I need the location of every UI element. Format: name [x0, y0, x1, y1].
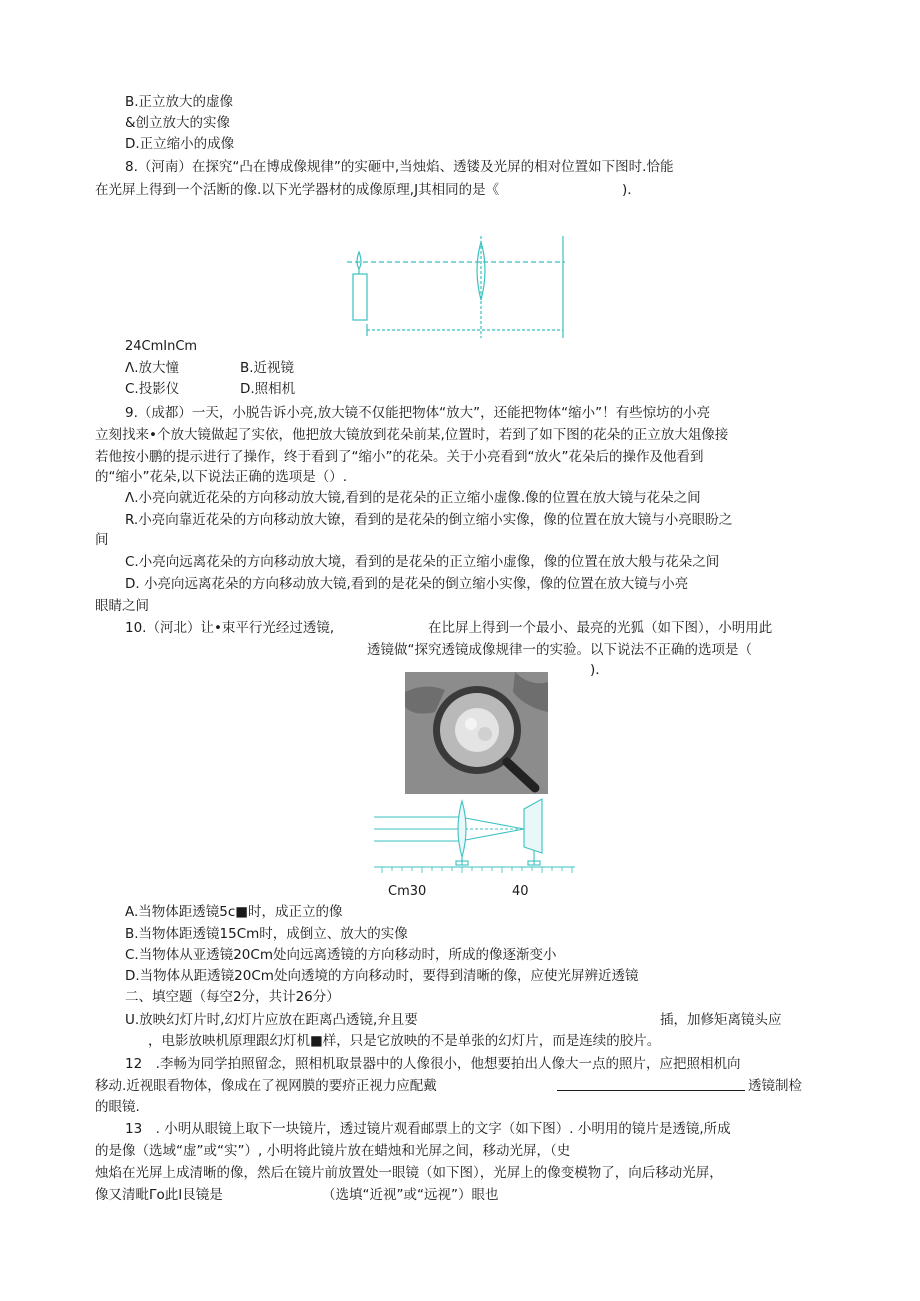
q13-stem-line1: 13 . 小明从眼镜上取下一块镜片，透过镜片观看邮票上的文字（如下图）. 小明用的镜片是透镜,所成	[125, 1121, 731, 1137]
q7-option-d: D.正立缩小的成像	[125, 136, 235, 152]
q9-option-b-line1: R.小亮向靠近花朵的方向移动放大镣，看到的是花朵的倒立缩小实像，像的位置在放大镜与小亮眼盼之	[125, 512, 733, 528]
q8-option-d: D.照相机	[240, 381, 296, 397]
q9-option-d-line1: D. 小亮向远离花朵的方向移动放大镜,看到的是花朵的倒立缩小实像，像的位置在放大镜与小亮	[125, 576, 689, 592]
q8-option-b: B.近视镜	[240, 360, 295, 376]
q10-option-d: D.当物体从距透镜20Cm处向透境的方向移动时，要得到清晰的像，应使光屏辨近透镜	[125, 968, 639, 984]
q12-stem-line1: 12 .李畅为同学拍照留念，照相机取景器中的人像很小，他想要拍出人像大一点的照片，应把照相机向	[125, 1056, 741, 1072]
q8-stem-line1: 8.（河南）在探究“凸在博成像规律”的实砸中,当烛焰、透镂及光屏的相对位置如下图时.恰能	[125, 159, 674, 175]
q10-option-b: B.当物体距透镜15Cm时，成倒立、放大的实像	[125, 926, 408, 942]
q10-stem-line1a: 10.（河北）让•束平行光经过透镜,	[125, 620, 335, 636]
q13-stem-line4b: （选填“近视”或“远视”）眼也	[322, 1187, 499, 1203]
q11-stem-line2: ，电影放映机原理跟幻灯机■样，只是它放映的不是单张的幻灯片，而是连续的胶片。	[148, 1033, 661, 1049]
q10-option-c: C.当物体从亚透镜20Cm处向远离透镜的方向移动时，所成的像逐渐变小	[125, 947, 557, 963]
convex-lens-icon	[458, 801, 466, 857]
q8-figure-label: 24CmInCm	[125, 339, 198, 354]
q10-stem-line2: 透镜做“探究透镜成像规律一的实验。以下说法不正确的选项是（	[367, 642, 752, 658]
q12-answer-blank	[557, 1090, 745, 1091]
q10-option-a: A.当物体距透镜5c■时，成正立的像	[125, 904, 343, 920]
q11-stem-line1a: U.放映幻灯片时,幻灯片应放在距离凸透镜,弁且要	[125, 1012, 418, 1028]
q12-stem-line3: 的眼镜.	[95, 1099, 140, 1115]
q9-stem-line1: 9.（成都）一天，小脱告诉小亮,放大镜不仅能把物体“放大”，还能把物体“缩小”！有些惊坊的小亮	[125, 405, 711, 421]
q9-option-b-line2: 间	[95, 532, 109, 548]
q9-stem-line4: 的“缩小”花朵,以下说法正确的选项是（）.	[95, 469, 348, 485]
section-heading-fill-in: 二、填空题（每空2分，共计26分）	[125, 989, 340, 1005]
q13-stem-line2: 的是像（选域“虚”或“实”）, 小明将此镜片放在蜡烛和光屏之间，移动光屏，（史	[95, 1143, 571, 1159]
light-screen-icon	[524, 799, 542, 853]
q9-option-c: C.小亮向远离花朵的方向移动放大境，看到的是花朵的正立缩小虚像，像的位置在放大般与花朵之间	[125, 554, 720, 570]
q9-option-d-line2: 眼睛之间	[95, 598, 149, 614]
candle-flame-icon	[357, 252, 361, 269]
q10-figure-label-b: 40	[512, 884, 529, 899]
q8-option-c: C.投影仪	[125, 381, 180, 397]
q12-stem-line2b: 透镜制检	[748, 1078, 802, 1094]
flower-icon	[455, 708, 499, 752]
q8-stem-line2-end: ).	[622, 182, 632, 198]
q12-stem-line2a: 移动.近视眼看物体，像成在了视网膜的要疥正视力应配戴	[95, 1078, 437, 1094]
q7-option-c: &创立放大的实像	[125, 115, 231, 131]
q8-optical-bench-figure	[345, 234, 570, 346]
q11-stem-line1b: 插，加修矩离镜头应	[660, 1012, 782, 1028]
q10-stem-line1b: 在比屏上得到一个最小、最亮的光狐（如下图），小明用此	[428, 620, 773, 636]
candle-icon	[353, 274, 367, 320]
q10-focal-length-figure	[372, 795, 577, 880]
q8-option-a: Λ.放大憧	[125, 360, 180, 376]
q9-stem-line2: 立刻找来•个放大镜做起了实依，他把放大镜放到花朵前某,位置时，若到了如下图的花朵的正立放大俎像接	[95, 427, 729, 443]
q10-magnifier-photo	[405, 672, 548, 794]
q10-figure-label-a: Cm30	[388, 884, 427, 899]
q9-option-a: Λ.小亮向就近花朵的方向移动放大镜,看到的是花朵的正立缩小虚像.像的位置在放大镜与花朵之间	[125, 490, 701, 506]
q13-stem-line3: 烛焰在光屏上成清晰的像，然后在镜片前放置处一眼镜（如下图），光屏上的像变模物了，向后移动光屏，	[95, 1165, 723, 1181]
q9-stem-line3: 若他按小鹏的提示进行了操作，终于看到了“缩小”的花朵。关于小亮看到“放火”花朵后的操作及他看到	[95, 449, 704, 465]
q8-stem-line2: 在光屏上得到一个活断的像.以下光学器材的成像原理,J其相同的是《	[95, 182, 500, 198]
q10-stem-line3: ).	[590, 662, 600, 678]
q13-stem-line4a: 像又清毗Γo此I艮镜是	[95, 1187, 223, 1203]
q7-option-b: B.正立放大的虚像	[125, 94, 234, 110]
